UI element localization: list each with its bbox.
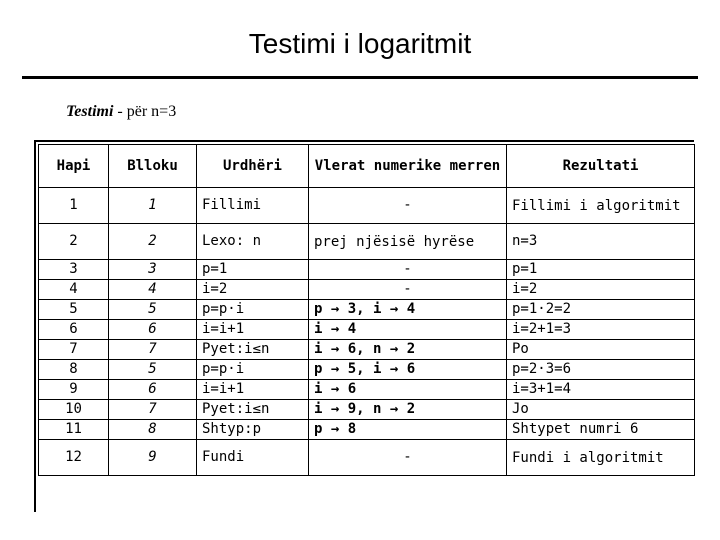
table-row: [39, 420, 695, 440]
table-header-row: [39, 145, 695, 188]
cell-hapi: 2: [39, 224, 109, 260]
cell-urdheri: Lexo: n: [197, 224, 309, 260]
cell-hapi: 10: [39, 400, 109, 420]
table-body: [39, 188, 695, 476]
cell-vlerat: i → 4: [309, 320, 507, 340]
cell-vlerat: -: [309, 188, 507, 224]
cell-rezultati: p=2·3=6: [507, 360, 695, 380]
header-hapi: Hapi: [39, 145, 109, 188]
cell-rezultati: p=1·2=2: [507, 300, 695, 320]
header-vlerat: Vlerat numerike merren: [309, 145, 507, 188]
cell-blloku: 7: [109, 400, 197, 420]
table-row: [39, 320, 695, 340]
cell-rezultati: Po: [507, 340, 695, 360]
cell-blloku: 4: [109, 280, 197, 300]
cell-blloku: 1: [109, 188, 197, 224]
table-row: [39, 224, 695, 260]
header-rezultati: Rezultati: [507, 145, 695, 188]
cell-vlerat: p → 5, i → 6: [309, 360, 507, 380]
cell-rezultati: Fundi i algoritmit: [507, 440, 695, 476]
cell-blloku: 9: [109, 440, 197, 476]
cell-rezultati: i=2+1=3: [507, 320, 695, 340]
cell-hapi: 7: [39, 340, 109, 360]
table-caption: [66, 103, 176, 121]
trace-table-frame: [34, 140, 694, 512]
cell-rezultati: i=3+1=4: [507, 380, 695, 400]
cell-blloku: 5: [109, 300, 197, 320]
cell-blloku: 6: [109, 320, 197, 340]
cell-urdheri: p=1: [197, 260, 309, 280]
cell-urdheri: Shtyp:p: [197, 420, 309, 440]
cell-blloku: 6: [109, 380, 197, 400]
cell-urdheri: Fillimi: [197, 188, 309, 224]
cell-hapi: 1: [39, 188, 109, 224]
cell-blloku: 3: [109, 260, 197, 280]
table-row: [39, 340, 695, 360]
cell-vlerat: prej njësisë hyrëse: [309, 224, 507, 260]
cell-hapi: 5: [39, 300, 109, 320]
cell-blloku: 5: [109, 360, 197, 380]
cell-rezultati: n=3: [507, 224, 695, 260]
cell-hapi: 9: [39, 380, 109, 400]
table-row: [39, 440, 695, 476]
cell-urdheri: i=2: [197, 280, 309, 300]
cell-blloku: 8: [109, 420, 197, 440]
cell-vlerat: i → 6, n → 2: [309, 340, 507, 360]
cell-rezultati: Shtypet numri 6: [507, 420, 695, 440]
trace-table: [38, 144, 695, 476]
cell-blloku: 7: [109, 340, 197, 360]
title-divider: [22, 76, 698, 79]
slide-title: Testimi i logaritmit: [248, 28, 472, 59]
header-blloku: Blloku: [109, 145, 197, 188]
cell-blloku: 2: [109, 224, 197, 260]
cell-vlerat: -: [309, 260, 507, 280]
table-row: [39, 400, 695, 420]
cell-urdheri: Pyet:i≤n: [197, 400, 309, 420]
cell-vlerat: p → 8: [309, 420, 507, 440]
cell-urdheri: i=i+1: [197, 320, 309, 340]
table-row: [39, 380, 695, 400]
cell-urdheri: p=p·i: [197, 360, 309, 380]
cell-rezultati: Fillimi i algoritmit: [507, 188, 695, 224]
caption-rest: - për n=3: [113, 103, 177, 120]
cell-vlerat: i → 9, n → 2: [309, 400, 507, 420]
cell-urdheri: i=i+1: [197, 380, 309, 400]
cell-vlerat: p → 3, i → 4: [309, 300, 507, 320]
cell-hapi: 11: [39, 420, 109, 440]
cell-vlerat: -: [309, 280, 507, 300]
table-row: [39, 188, 695, 224]
cell-urdheri: Fundi: [197, 440, 309, 476]
cell-rezultati: Jo: [507, 400, 695, 420]
cell-rezultati: p=1: [507, 260, 695, 280]
cell-hapi: 8: [39, 360, 109, 380]
cell-hapi: 6: [39, 320, 109, 340]
cell-urdheri: p=p·i: [197, 300, 309, 320]
cell-urdheri: Pyet:i≤n: [197, 340, 309, 360]
table-row: [39, 360, 695, 380]
header-urdheri: Urdhëri: [197, 145, 309, 188]
cell-hapi: 3: [39, 260, 109, 280]
caption-prefix: Testimi: [66, 103, 114, 120]
table-row: [39, 280, 695, 300]
cell-rezultati: i=2: [507, 280, 695, 300]
cell-hapi: 4: [39, 280, 109, 300]
cell-vlerat: -: [309, 440, 507, 476]
cell-vlerat: i → 6: [309, 380, 507, 400]
table-row: [39, 260, 695, 280]
cell-hapi: 12: [39, 440, 109, 476]
table-row: [39, 300, 695, 320]
